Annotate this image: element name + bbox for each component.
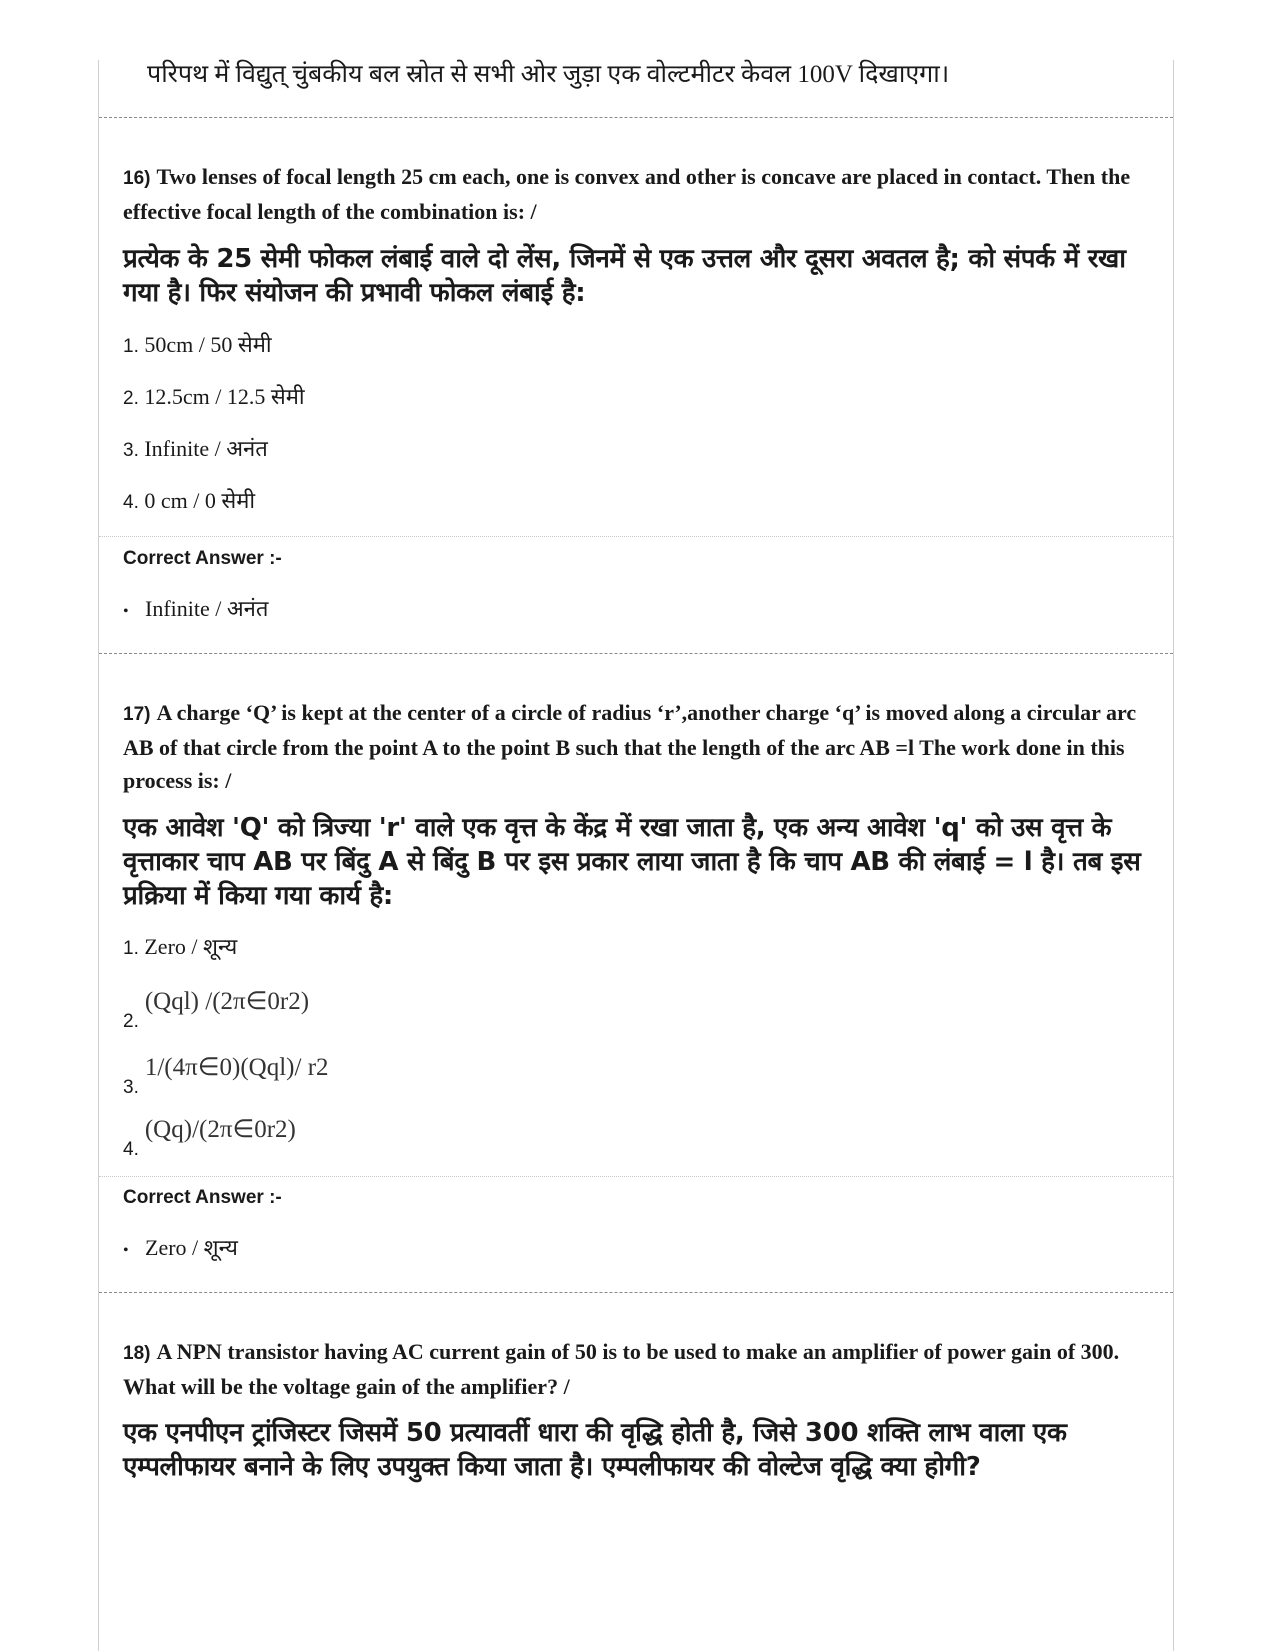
question-text: Two lenses of focal length 25 cm each, one is convex and other is concave are placed in contact. Then the effective focal length of the combination is: / xyxy=(123,164,1131,224)
formula: (Qq)/(2π∈0r2) xyxy=(144,1116,296,1143)
option-1: 1. Zero / शून्य xyxy=(123,934,238,959)
option-2: 2.(Qql) /(2π∈0r2) xyxy=(123,988,310,1032)
document-page xyxy=(98,60,1174,1651)
correct-answer-item: • Infinite / अनंत xyxy=(123,594,268,627)
option-3: 3.1/(4π∈0)(Qql)/ r2 xyxy=(123,1054,329,1098)
question-18-english xyxy=(123,1335,1153,1403)
option-3: 3. Infinite / अनंत xyxy=(123,436,268,461)
question-text: A NPN transistor having AC current gain of 50 is to be used to make an amplifier of power gain of 300. What will be the voltage gain of the amplifier? / xyxy=(123,1339,1120,1399)
option-4: 4. 0 cm / 0 सेमी xyxy=(123,488,256,513)
correct-answer-item: • Zero / शून्य xyxy=(123,1233,238,1266)
option-1: 1. 50cm / 50 सेमी xyxy=(123,332,272,357)
question-divider xyxy=(99,117,1173,118)
question-17-hindi: एक आवेश 'Q' को त्रिज्या 'r' वाले एक वृत्त के केंद्र में रखा जाता है, एक अन्य आवेश 'q' को उस वृत्त के वृत्ताकार चाप AB पर बिंदु A से बिंदु B पर इस प्रकार लाया जाता है कि चाप AB की लंबाई = l है। तब इस प्रक्रिया में किया गया कार्य है: xyxy=(123,813,1141,911)
question-text: A charge ‘Q’ is kept at the center of a circle of radius ‘r’,another charge ‘q’ is moved along a circular arc AB of that circle from the point A to the point B such that the length of the arc AB =l The work done in this process is: / xyxy=(123,700,1137,793)
bullet-icon: • xyxy=(123,1242,129,1259)
answer-divider xyxy=(99,536,1173,537)
previous-answer-text: परिपथ में विद्युत् चुंबकीय बल स्रोत से सभी ओर जुड़ा एक वोल्टमीटर केवल 100V दिखाएगा। xyxy=(147,61,950,88)
question-number: 17) xyxy=(123,704,151,725)
question-18-hindi: एक एनपीएन ट्रांजिस्टर जिसमें 50 प्रत्यावर्ती धारा की वृद्धि होती है, जिसे 300 शक्ति लाभ वाला एक एम्पलीफायर बनाने के लिए उपयुक्त किया जाता है। एम्पलीफायर की वोल्टेज वृद्धि क्या होगी? xyxy=(123,1418,1067,1482)
question-divider xyxy=(99,653,1173,654)
question-number: 18) xyxy=(123,1343,151,1364)
formula: 1/(4π∈0)(Qql)/ r2 xyxy=(144,1054,329,1081)
question-16-hindi: प्रत्येक के 25 सेमी फोकल लंबाई वाले दो लेंस, जिनमें से एक उत्तल और दूसरा अवतल है; को संपर्क में रखा गया है। फिर संयोजन की प्रभावी फोकल लंबाई है: xyxy=(123,244,1126,308)
correct-answer-label: Correct Answer :- xyxy=(123,548,282,569)
question-16-english xyxy=(123,160,1153,228)
option-2: 2. 12.5cm / 12.5 सेमी xyxy=(123,384,305,409)
option-4: 4.(Qq)/(2π∈0r2) xyxy=(123,1116,296,1160)
correct-answer-label: Correct Answer :- xyxy=(123,1187,282,1208)
formula: (Qql) /(2π∈0r2) xyxy=(144,988,310,1015)
bullet-icon: • xyxy=(123,603,129,620)
question-divider xyxy=(99,1292,1173,1293)
question-number: 16) xyxy=(123,168,151,189)
question-17-english xyxy=(123,696,1153,797)
answer-divider xyxy=(99,1176,1173,1177)
